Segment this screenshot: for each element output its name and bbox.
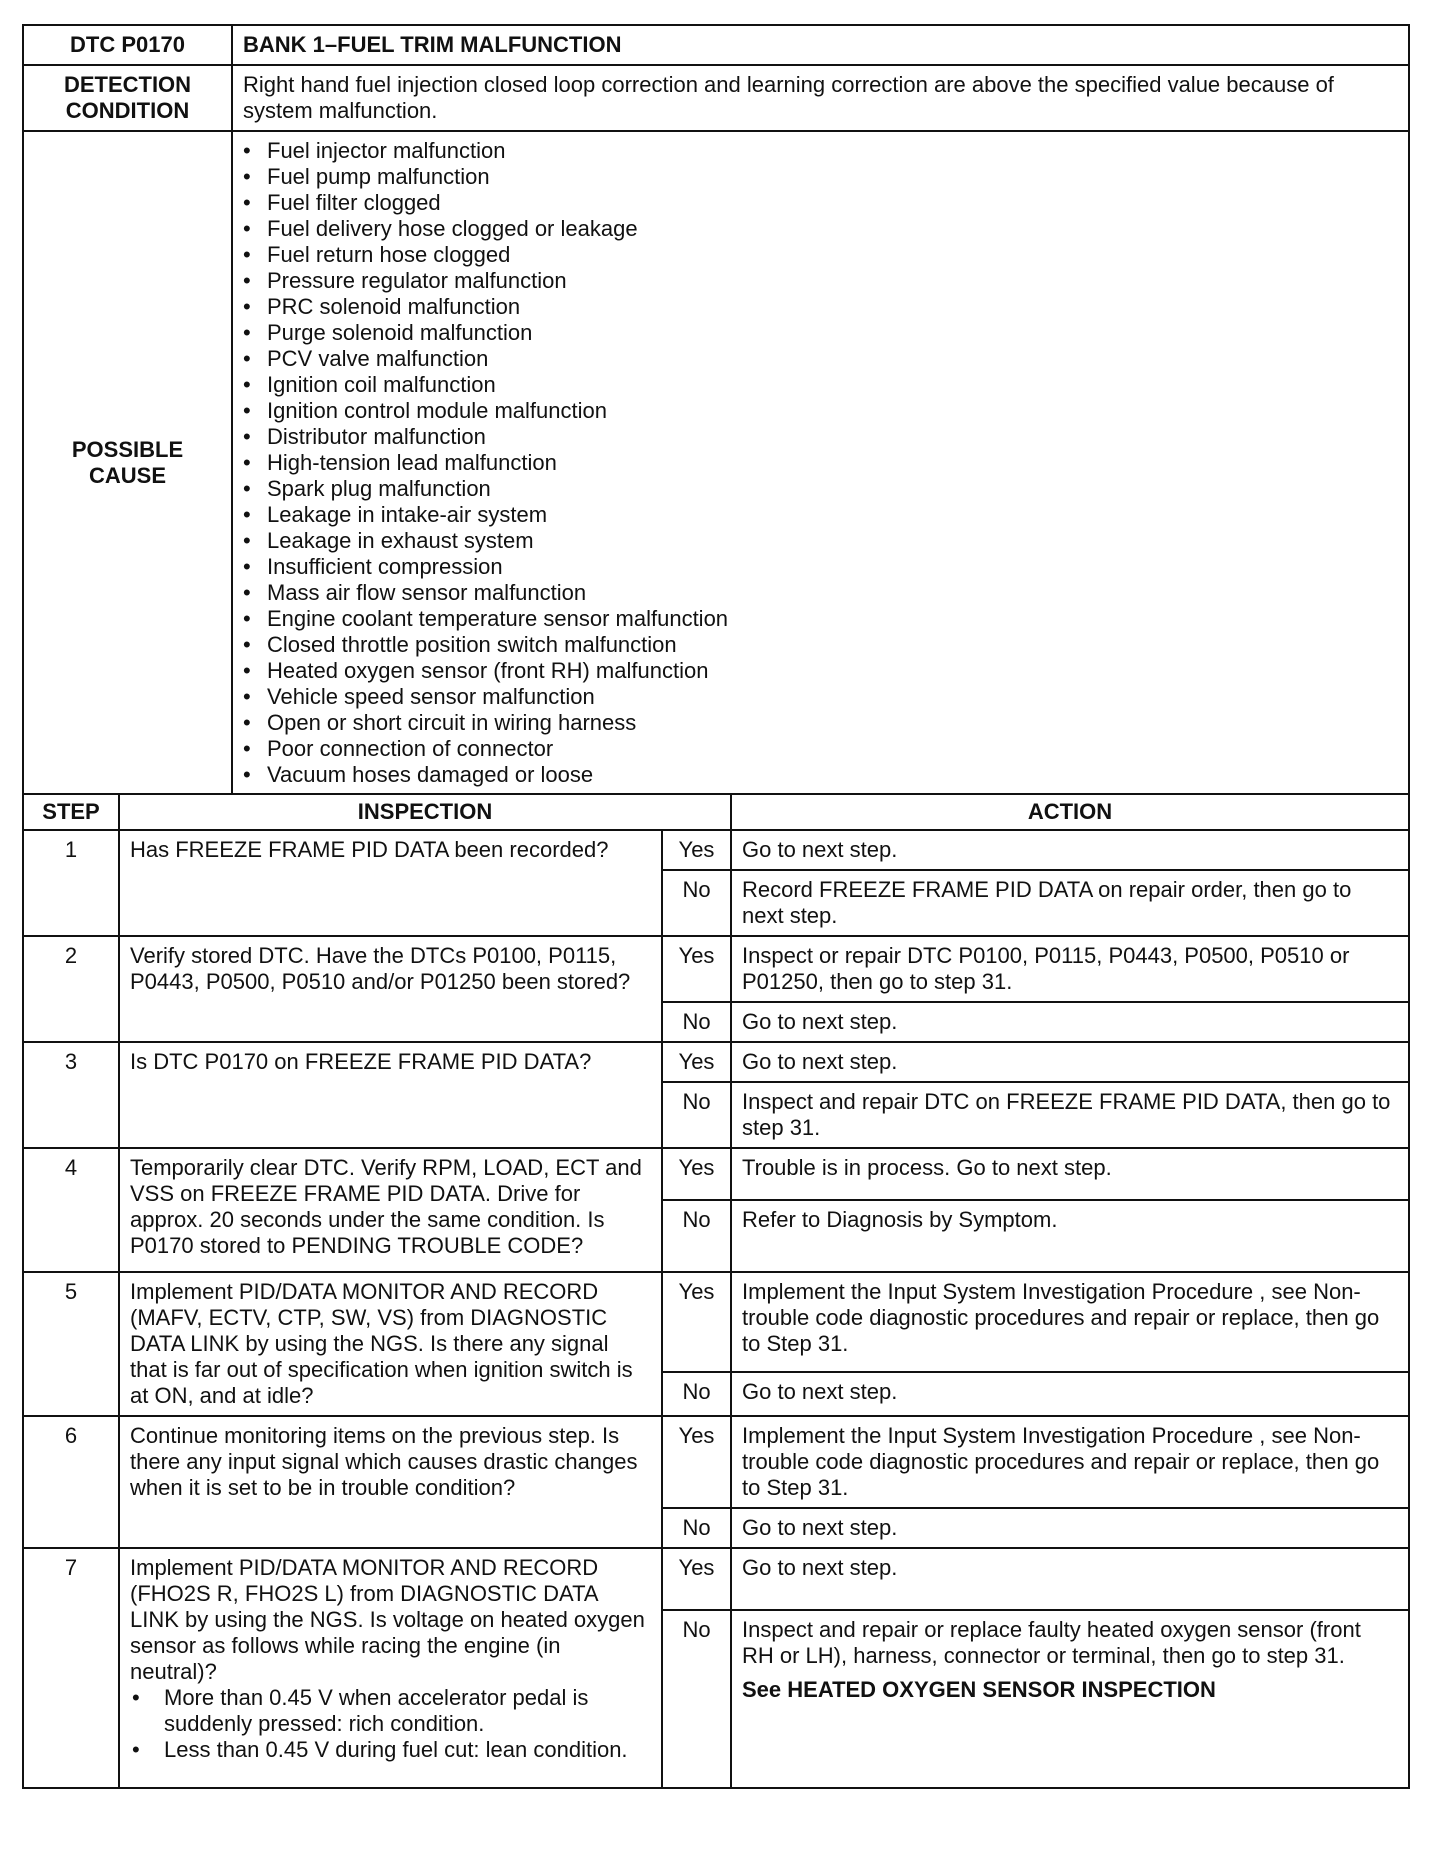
possible-cause-item (233, 658, 1398, 684)
possible-cause-item (233, 242, 1398, 268)
possible-cause-text: Distributor malfunction (267, 424, 486, 449)
no-label: No (662, 870, 731, 936)
bullet-icon: • (243, 268, 251, 293)
bullet-icon: • (243, 190, 251, 215)
possible-cause-item (233, 398, 1398, 424)
bullet-icon: • (243, 710, 251, 735)
possible-cause-text: Mass air flow sensor malfunction (267, 580, 587, 605)
step-inspection (119, 1416, 662, 1548)
possible-cause-item (233, 476, 1398, 502)
col-header-step: STEP (23, 794, 119, 830)
no-label: No (662, 1610, 731, 1788)
possible-cause-item (233, 762, 1398, 788)
possible-cause-item (233, 580, 1398, 606)
bullet-icon: • (243, 658, 251, 683)
no-action (731, 1082, 1409, 1148)
yes-action: Trouble is in process. Go to next step. (731, 1148, 1409, 1200)
inspection-bullet-item (130, 1737, 651, 1763)
detection-condition-text: Right hand fuel injection closed loop correction and learning correction are above the specified value because of system malfunction. (232, 65, 1409, 131)
yes-action: Go to next step. (731, 1548, 1409, 1610)
steps-table (22, 793, 1410, 1789)
step-inspection (119, 830, 662, 936)
step-inspection (119, 1148, 662, 1272)
no-action-text: Go to next step. (742, 1515, 898, 1540)
possible-cause-item (233, 164, 1398, 190)
inspection-text: Has FREEZE FRAME PID DATA been recorded? (130, 837, 609, 862)
possible-cause-item (233, 190, 1398, 216)
bullet-icon: • (243, 242, 251, 267)
possible-cause-text: Fuel pump malfunction (267, 164, 490, 189)
bullet-icon: • (243, 632, 251, 657)
no-action-text: Record FREEZE FRAME PID DATA on repair order, then go to next step. (742, 877, 1352, 928)
possible-cause-item (233, 294, 1398, 320)
possible-cause-list (233, 138, 1398, 788)
col-header-inspection: INSPECTION (119, 794, 731, 830)
dtc-title: BANK 1–FUEL TRIM MALFUNCTION (232, 25, 1409, 65)
possible-cause-item (233, 632, 1398, 658)
bullet-icon: • (243, 398, 251, 423)
possible-cause-label: POSSIBLE CAUSE (23, 131, 232, 794)
possible-cause-item (233, 138, 1398, 164)
bullet-icon: • (243, 736, 251, 761)
possible-cause-text: PCV valve malfunction (267, 346, 489, 371)
possible-cause-item (233, 528, 1398, 554)
bullet-icon: • (243, 528, 251, 553)
possible-cause-text: Closed throttle position switch malfunction (267, 632, 677, 657)
detection-condition-label: DETECTION CONDITION (23, 65, 232, 131)
possible-cause-item (233, 554, 1398, 580)
possible-cause-text: Purge solenoid malfunction (267, 320, 533, 345)
inspection-bullets (130, 1685, 651, 1763)
step-number: 4 (23, 1148, 119, 1272)
no-action (731, 1200, 1409, 1272)
no-action (731, 1610, 1409, 1788)
possible-cause-item (233, 346, 1398, 372)
inspection-bullet-item (130, 1685, 651, 1737)
dtc-code: DTC P0170 (23, 25, 232, 65)
possible-cause-item (233, 502, 1398, 528)
bullet-icon: • (243, 502, 251, 527)
yes-action: Go to next step. (731, 1042, 1409, 1082)
bullet-icon: • (243, 372, 251, 397)
step-inspection (119, 936, 662, 1042)
yes-label: Yes (662, 1548, 731, 1610)
no-label: No (662, 1508, 731, 1548)
step-number: 5 (23, 1272, 119, 1416)
yes-action: Inspect or repair DTC P0100, P0115, P0443, P0500, P0510 or P01250, then go to step 31. (731, 936, 1409, 1002)
possible-cause-item (233, 268, 1398, 294)
bullet-icon: • (243, 216, 251, 241)
no-action-text: Refer to Diagnosis by Symptom. (742, 1207, 1058, 1232)
step-row-yes (23, 1272, 1409, 1372)
no-action-note: See HEATED OXYGEN SENSOR INSPECTION (742, 1677, 1216, 1702)
step-number: 6 (23, 1416, 119, 1548)
dtc-header-table (22, 24, 1410, 795)
step-row-yes (23, 1042, 1409, 1082)
bullet-icon: • (243, 320, 251, 345)
bullet-icon: • (243, 294, 251, 319)
possible-cause-text: Open or short circuit in wiring harness (267, 710, 637, 735)
possible-cause-text: High-tension lead malfunction (267, 450, 557, 475)
steps-body (23, 830, 1409, 1788)
no-action (731, 1002, 1409, 1042)
possible-cause-item (233, 424, 1398, 450)
yes-label: Yes (662, 1148, 731, 1200)
possible-cause-text: Ignition control module malfunction (267, 398, 607, 423)
bullet-icon: • (243, 762, 251, 787)
yes-label: Yes (662, 830, 731, 870)
bullet-icon: • (132, 1685, 140, 1710)
inspection-text: Continue monitoring items on the previous step. Is there any input signal which causes drastic changes when it is set to be in trouble condition? (130, 1423, 638, 1500)
inspection-bullet-text: More than 0.45 V when accelerator pedal is suddenly pressed: rich condition. (164, 1685, 589, 1736)
bullet-icon: • (243, 606, 251, 631)
possible-cause-text: Fuel injector malfunction (267, 138, 506, 163)
dtc-document (22, 24, 1410, 1789)
step-number: 1 (23, 830, 119, 936)
bullet-icon: • (243, 554, 251, 579)
possible-cause-text: Fuel return hose clogged (267, 242, 511, 267)
possible-cause-text: Vehicle speed sensor malfunction (267, 684, 595, 709)
possible-cause-item (233, 736, 1398, 762)
bullet-icon: • (243, 138, 251, 163)
step-row-yes (23, 1548, 1409, 1610)
bullet-icon: • (243, 476, 251, 501)
no-label: No (662, 1082, 731, 1148)
possible-cause-item (233, 450, 1398, 476)
step-number: 7 (23, 1548, 119, 1788)
yes-action: Implement the Input System Investigation Procedure , see Non-trouble code diagnostic procedures and repair or replace, then go to Step 31. (731, 1416, 1409, 1508)
no-action (731, 870, 1409, 936)
inspection-text: Temporarily clear DTC. Verify RPM, LOAD, ECT and VSS on FREEZE FRAME PID DATA. Drive for approx. 20 seconds under the same condition. Is P0170 stored to PENDING TROUBLE CODE? (130, 1155, 642, 1258)
yes-label: Yes (662, 1416, 731, 1508)
inspection-text: Verify stored DTC. Have the DTCs P0100, P0115, P0443, P0500, P0510 and/or P01250 been stored? (130, 943, 631, 994)
yes-label: Yes (662, 936, 731, 1002)
step-inspection (119, 1272, 662, 1416)
yes-action: Go to next step. (731, 830, 1409, 870)
step-row-yes (23, 936, 1409, 1002)
step-number: 2 (23, 936, 119, 1042)
step-number: 3 (23, 1042, 119, 1148)
bullet-icon: • (243, 346, 251, 371)
bullet-icon: • (243, 164, 251, 189)
possible-cause-item (233, 216, 1398, 242)
possible-cause-item (233, 710, 1398, 736)
inspection-text: Implement PID/DATA MONITOR AND RECORD (FHO2S R, FHO2S L) from DIAGNOSTIC DATA LINK by using the NGS. Is voltage on heated oxygen sensor as follows while racing the engine (in neutral)? (130, 1555, 645, 1684)
no-action-text: Go to next step. (742, 1379, 898, 1405)
possible-cause-text: PRC solenoid malfunction (267, 294, 521, 319)
inspection-bullet-text: Less than 0.45 V during fuel cut: lean condition. (164, 1737, 628, 1762)
col-header-action: ACTION (731, 794, 1409, 830)
possible-cause-text: Heated oxygen sensor (front RH) malfunction (267, 658, 709, 683)
possible-cause-text: Vacuum hoses damaged or loose (267, 762, 594, 787)
possible-cause-text: Pressure regulator malfunction (267, 268, 567, 293)
possible-cause-text: Fuel delivery hose clogged or leakage (267, 216, 638, 241)
no-action-text: Go to next step. (742, 1009, 898, 1034)
possible-cause-text: Poor connection of connector (267, 736, 554, 761)
step-inspection (119, 1548, 662, 1788)
no-action-text: Inspect and repair or replace faulty heated oxygen sensor (front RH or LH), harness, connector or terminal, then go to step 31. (742, 1617, 1361, 1668)
possible-cause-item (233, 372, 1398, 398)
bullet-icon: • (243, 450, 251, 475)
possible-cause-item (233, 320, 1398, 346)
possible-cause-text: Insufficient compression (267, 554, 503, 579)
no-action (731, 1372, 1409, 1416)
bullet-icon: • (243, 684, 251, 709)
no-label: No (662, 1002, 731, 1042)
step-row-yes (23, 830, 1409, 870)
possible-cause-item (233, 606, 1398, 632)
yes-label: Yes (662, 1042, 731, 1082)
bullet-icon: • (243, 580, 251, 605)
possible-cause-item (233, 684, 1398, 710)
yes-action: Implement the Input System Investigation Procedure , see Non-trouble code diagnostic procedures and repair or replace, then go to Step 31. (731, 1272, 1409, 1372)
no-action-text: Inspect and repair DTC on FREEZE FRAME PID DATA, then go to step 31. (742, 1089, 1391, 1140)
possible-cause-text: Fuel filter clogged (267, 190, 441, 215)
inspection-text: Implement PID/DATA MONITOR AND RECORD (MAFV, ECTV, CTP, SW, VS) from DIAGNOSTIC DATA LINK by using the NGS. Is there any signal that is far out of specification when ignition switch is at ON, and at idle? (130, 1279, 633, 1408)
no-label: No (662, 1200, 731, 1272)
inspection-text: Is DTC P0170 on FREEZE FRAME PID DATA? (130, 1049, 592, 1074)
possible-cause-text: Leakage in exhaust system (267, 528, 534, 553)
possible-cause-text: Ignition coil malfunction (267, 372, 496, 397)
yes-label: Yes (662, 1272, 731, 1372)
step-inspection (119, 1042, 662, 1148)
possible-cause-cell (232, 131, 1409, 794)
possible-cause-text: Engine coolant temperature sensor malfunction (267, 606, 729, 631)
step-row-yes (23, 1416, 1409, 1508)
no-action (731, 1508, 1409, 1548)
step-row-yes (23, 1148, 1409, 1200)
possible-cause-text: Spark plug malfunction (267, 476, 491, 501)
possible-cause-text: Leakage in intake-air system (267, 502, 548, 527)
no-label: No (662, 1372, 731, 1416)
bullet-icon: • (243, 424, 251, 449)
bullet-icon: • (132, 1737, 140, 1762)
